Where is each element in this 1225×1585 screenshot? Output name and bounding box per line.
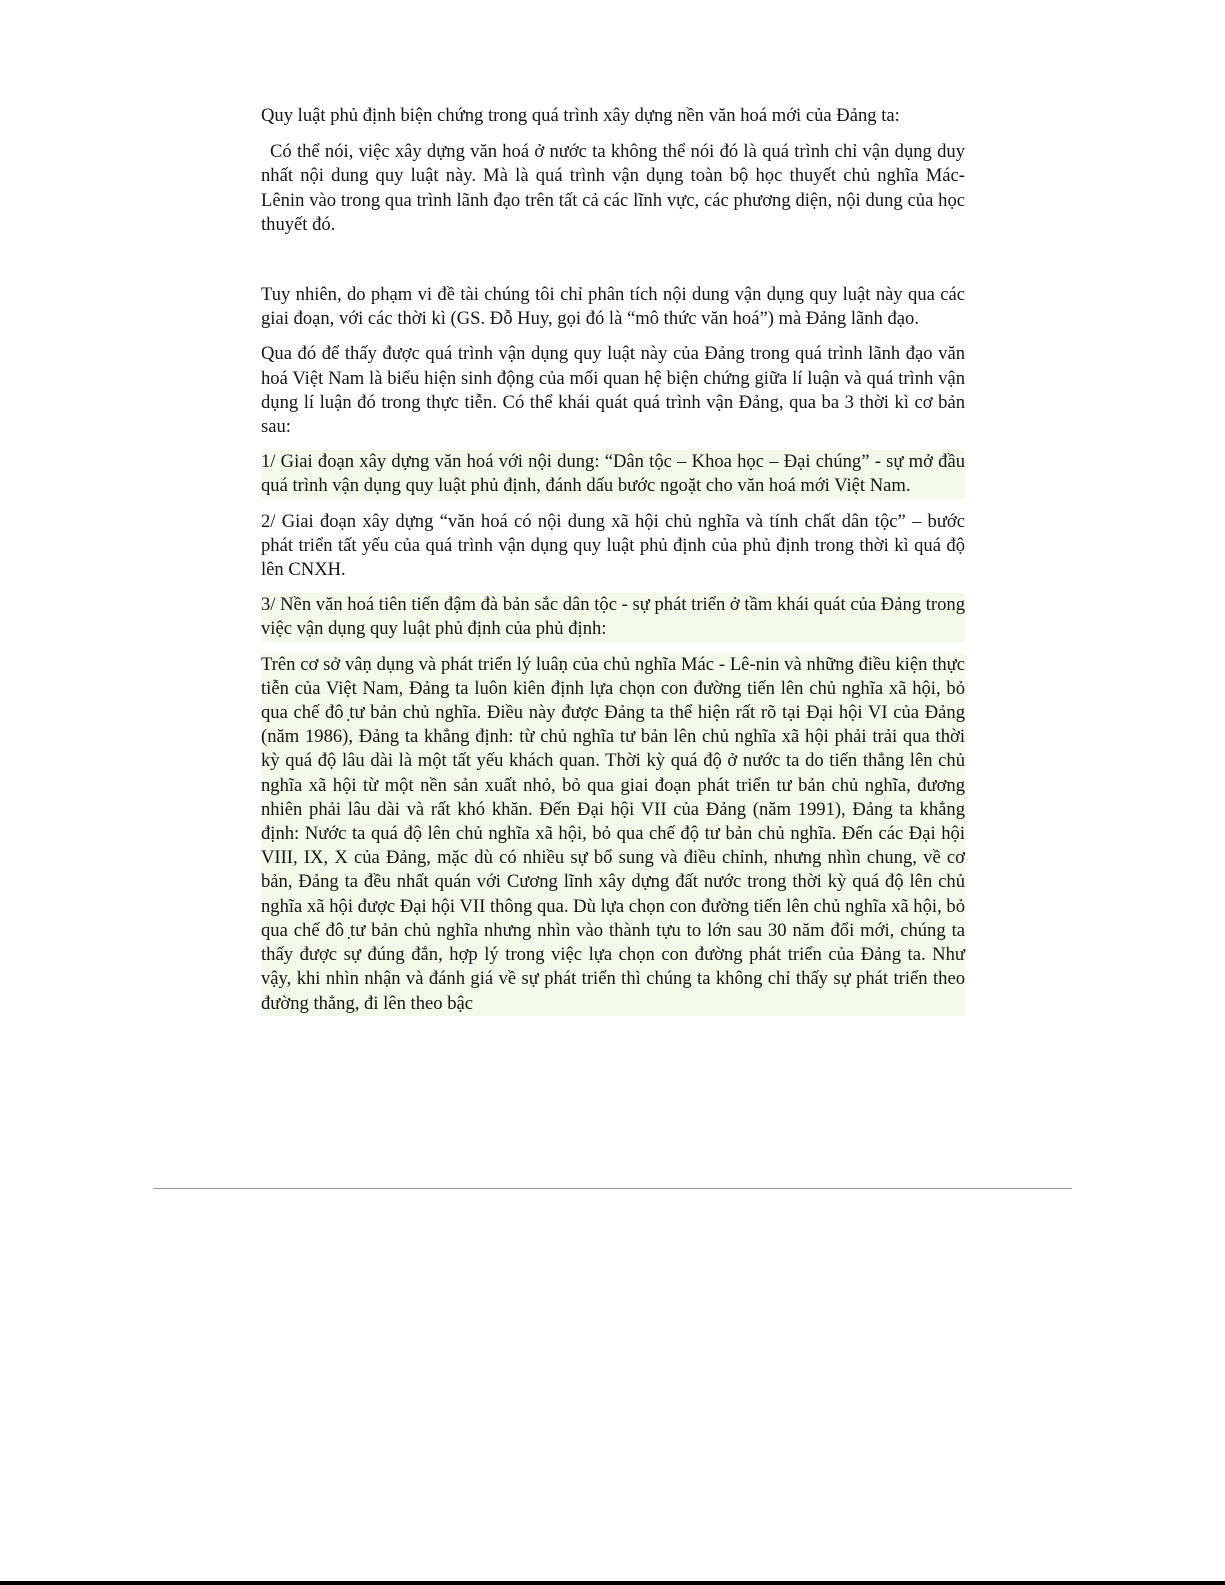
paragraph-stage-1: 1/ Giai đoạn xây dựng văn hoá với nội dung: “Dân tộc – Khoa học – Đại chúng” - sự mở đầu quá trình vận dụng quy luật phủ định, đánh dấu bước ngoặt cho văn hoá mới Việt Nam. [261, 450, 965, 498]
section-heading: Quy luật phủ định biện chứng trong quá trình xây dựng nền văn hoá mới của Đảng ta: [261, 105, 900, 126]
document-body [261, 104, 965, 1016]
paragraph-body: Trên cơ sở vâṇ dụng và phát triển lý luâṇ của chủ nghĩa Mác - Lê-nin và những điều kiện thực tiễn của Việt Nam, Đảng ta luôn kiên định lựa chọn con đường tiến lên chủ nghĩa xã hội, bỏ qua chế đô ̣tư bản chủ nghĩa. Điều này được Đảng ta thể hiện rất rõ tại Đại hội VI của Đảng (năm 1986), Đảng ta khẳng định: từ chủ nghĩa tư bản lên chủ nghĩa xã hội phải trải qua thời kỳ quá độ lâu dài là một tất yếu khách quan. Thời kỳ quá độ ở nước ta do tiến thẳng lên chủ nghĩa xã hội từ một nền sản xuất nhỏ, bỏ qua giai đoạn phát triển tư bản chủ nghĩa, đương nhiên phải lâu dài và rất khó khăn. Đến Đại hội VII của Đảng (năm 1991), Đảng ta khẳng định: Nước ta quá độ lên chủ nghĩa xã hội, bỏ qua chế độ tư bản chủ nghĩa. Đến các Đại hội VIII, IX, X của Đảng, mặc dù có nhiều sự bổ sung và điều chỉnh, nhưng nhìn chung, về cơ bản, Đảng ta đều nhất quán với Cương lĩnh xây dựng đất nước trong thời kỳ quá độ lên chủ nghĩa xã hội được Đại hội VII thông qua. Dù lựa chọn con đường tiến lên chủ nghĩa xã hội, bỏ qua chế đô ̣tư bản chủ nghĩa nhưng nhìn vào thành tựu to lớn sau 30 năm đổi mới, chúng ta thấy được sự đúng đắn, hợp lý trong việc lựa chọn con đường phát triển của Đảng ta. Như vậy, khi nhìn nhận và đánh giá về sự phát triển thì chúng ta không chỉ thấy sự phát triển theo đường thẳng, đi lên theo bậc [261, 653, 965, 1016]
paragraph-overview: Qua đó để thấy được quá trình vận dụng quy luật này của Đảng trong quá trình lãnh đạo văn hoá Việt Nam là biểu hiện sinh động của mối quan hệ biện chứng giữa lí luận và quá trình vận dụng lí luận đó trong thực tiễn. Có thể khái quát quá trình vận Đảng, qua ba 3 thời kì cơ bản sau: [261, 343, 965, 438]
paragraph-intro: Có thể nói, việc xây dựng văn hoá ở nước ta không thể nói đó là quá trình chỉ vận dụng duy nhất nội dung quy luật này. Mà là quá trình vận dụng toàn bộ học thuyết chủ nghĩa Mác- Lênin vào trong qua trình lãnh đạo trên tất cả các lĩnh vực, các phương diện, nội dung của học thuyết đó. [261, 141, 965, 235]
paragraph-stage-3: 3/ Nền văn hoá tiên tiến đậm đà bản sắc dân tộc - sự phát triển ở tầm khái quát của Đảng trong việc vận dụng quy luật phủ định của phủ định: [261, 593, 965, 641]
paragraph-scope: Tuy nhiên, do phạm vi đề tài chúng tôi chỉ phân tích nội dung vận dụng quy luật này qua các giai đoạn, với các thời kì (GS. Đỗ Huy, gọi đó là “mô thức văn hoá”) mà Đảng lãnh đạo. [261, 284, 965, 330]
paragraph-stage-2: 2/ Giai đoạn xây dựng “văn hoá có nội dung xã hội chủ nghĩa và tính chất dân tộc” – bước phát triển tất yếu của quá trình vận dụng quy luật phủ định của phủ định trong thời kì quá độ lên CNXH. [261, 510, 965, 581]
page-bottom-edge [0, 1581, 1225, 1585]
page-separator [153, 1188, 1072, 1189]
